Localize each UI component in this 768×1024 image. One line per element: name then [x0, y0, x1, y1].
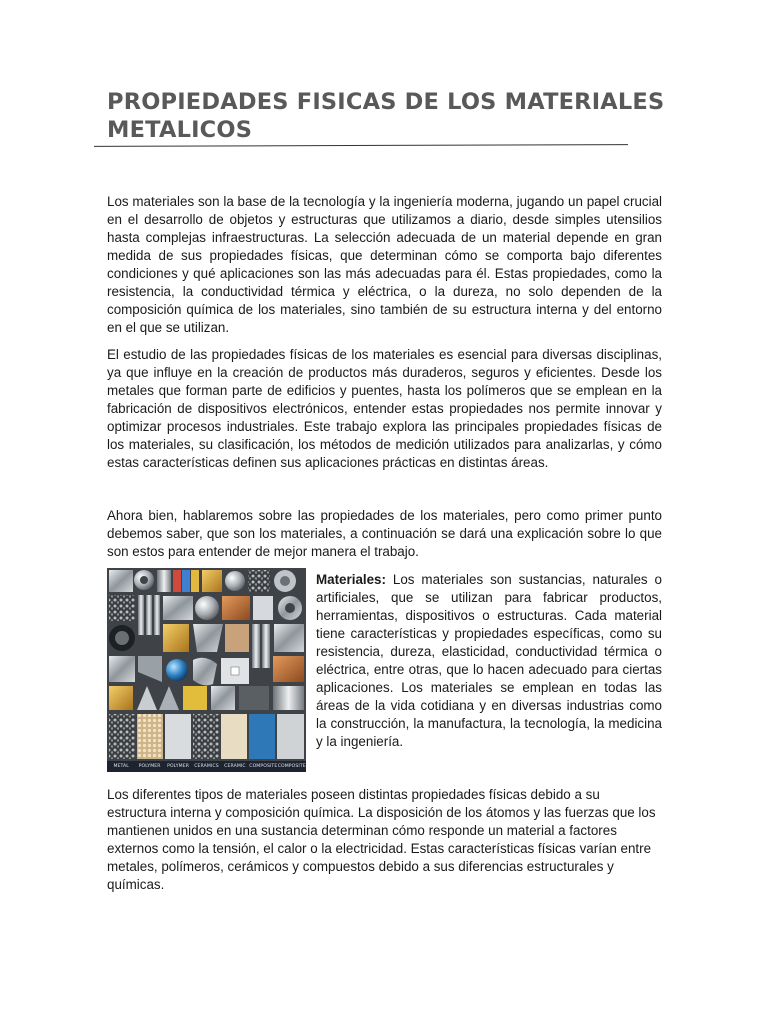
- materials-definition-text: Los materiales son sustancias, naturales o artificiales, que se utilizan para fabricar productos, herramientas, dispositivos o estructuras. Cada material tiene características y propiedades específicas, como su resistencia, dureza, elasticidad, conductividad térmica o eléctrica, entre otras, que lo hacen adecuado para ciertas aplicaciones. Los materiales se emplean en todas las áreas de la vida cotidiana y en diversas industrias como la construcción, la manufactura, la tecnología, la medicina y la ingeniería.: [316, 572, 662, 749]
- collage-label: COMPOSITE: [277, 764, 306, 769]
- collage-label: CERAMIC: [224, 764, 246, 769]
- title-underline: [94, 144, 628, 147]
- paragraph-study: El estudio de las propiedades físicas de los materiales es esencial para diversas disciplinas, ya que influye en la creación de productos más duraderos, seguros y eficientes. Desde los metales que forman parte de edificios y puentes, hasta los polímeros que se emplean en la fabricación de dispositivos electrónicos, entender estas propiedades nos permite innovar y optimizar procesos industriales. Este trabajo explora las principales propiedades físicas de los materiales, su clasificación, los métodos de medición utilizados para analizarlas, y cómo estas características definen sus aplicaciones prácticas en distintas áreas.: [107, 347, 662, 470]
- collage-label: METAL: [113, 764, 129, 769]
- paragraph-intro: Los materiales son la base de la tecnología y la ingeniería moderna, jugando un papel crucial en el desarrollo de objetos y estructuras que utilizamos a diario, desde simples utensilios hasta complejas infraestructuras. La selección adecuada de un material depende en gran medida de sus propiedades físicas, que determinan cómo se comporta bajo diferentes condiciones y qué aplicaciones son las más adecuadas para él. Estas propiedades, como la resistencia, la conductividad térmica y eléctrica, o la dureza, no solo dependen de la composición química de los materiales, sino también de su estructura interna y del entorno en el que se utilizan.: [107, 194, 662, 335]
- collage-label: POLYMER: [138, 764, 161, 769]
- collage-label-strip: [107, 761, 306, 772]
- materials-collage-image: [107, 568, 306, 772]
- document-title: PROPIEDADES FISICAS DE LOS MATERIALES METALICOS: [107, 89, 665, 143]
- collage-label: COMPOSITE: [249, 764, 278, 769]
- paragraph-materials-definition: [316, 571, 662, 751]
- collage-label: POLYMER: [167, 764, 189, 769]
- materials-term: Materiales:: [316, 572, 386, 587]
- paragraph-transition: Ahora bien, hablaremos sobre las propiedades de los materiales, pero como primer punto debemos saber, que son los materiales, a continuación se dará una explicación sobre lo que son estos para entender de mejor manera el trabajo.: [107, 508, 662, 559]
- materials-collage-illustration: [107, 568, 306, 761]
- paragraph-types: Los diferentes tipos de materiales poseen distintas propiedades físicas debido a su estructura interna y composición química. La disposición de los átomos y las fuerzas que los mantienen unidos en una sustancia determinan cómo responde un material a factores externos como la tensión, el calor o la electricidad. Estas características físicas varían entre metales, polímeros, cerámicos y compuestos debido a sus diferencias estructurales y químicas.: [107, 787, 656, 892]
- collage-label: CERAMICS: [194, 764, 219, 769]
